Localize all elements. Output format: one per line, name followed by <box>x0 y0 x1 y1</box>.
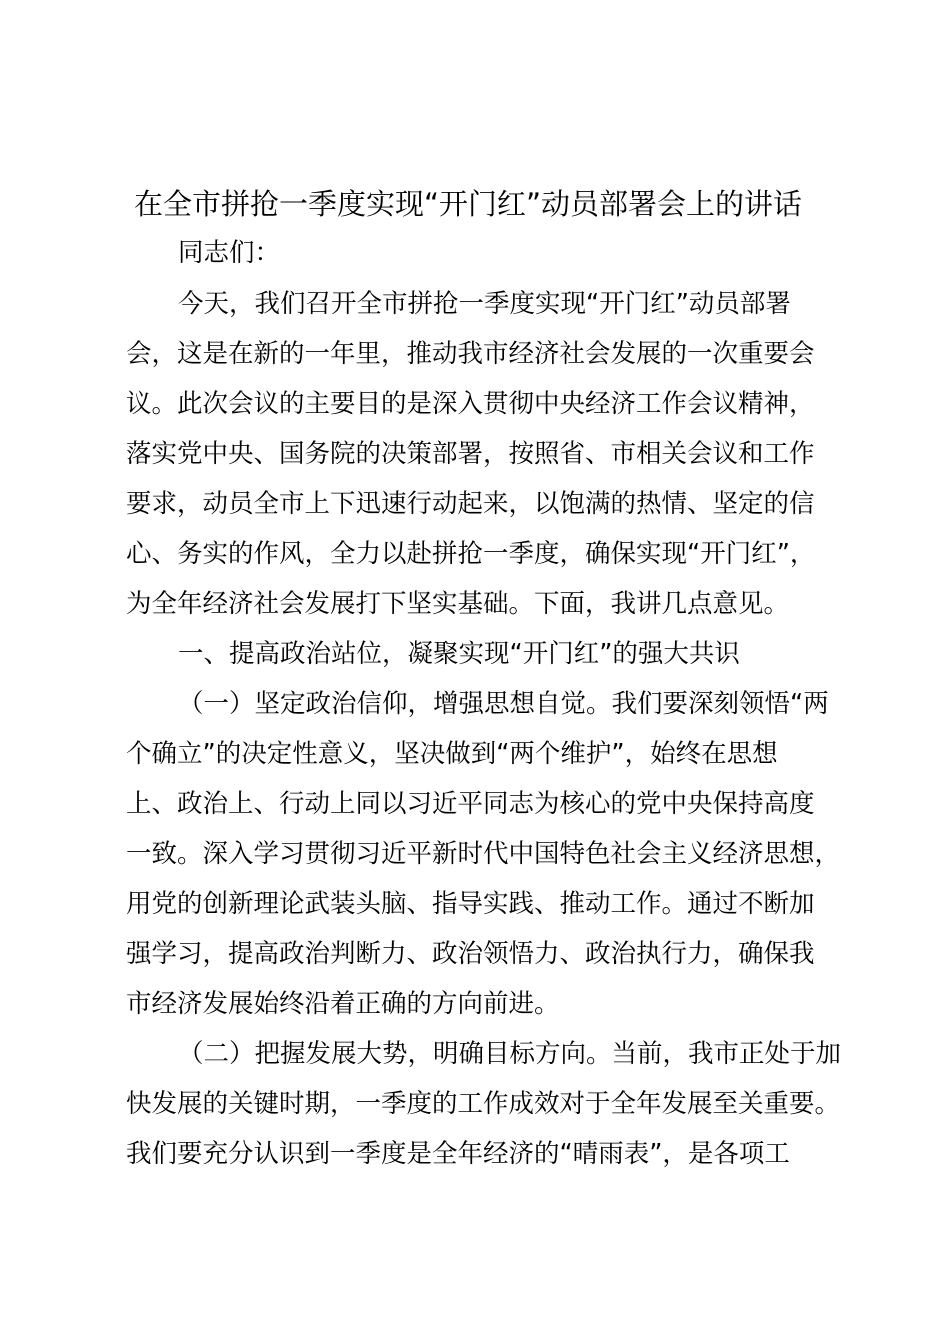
paragraph-line: 今天，我们召开全市拼抢一季度实现“开门红”动员部署 <box>178 289 791 319</box>
paragraph-line: （二）把握发展大势，明确目标方向。当前，我市正处于加 <box>178 1039 842 1069</box>
paragraph-line: （一）坚定政治信仰，增强思想自觉。我们要深刻领悟“两 <box>178 689 829 719</box>
paragraph-line: 要求，动员全市上下迅速行动起来，以饱满的热情、坚定的信 <box>126 489 815 519</box>
document-title: 在全市拼抢一季度实现“开门红”动员部署会上的讲话 <box>134 187 803 221</box>
paragraph-line: 为全年经济社会发展打下坚实基础。下面，我讲几点意见。 <box>126 589 790 619</box>
paragraph-line: 快发展的关键时期，一季度的工作成效对于全年发展至关重要。 <box>126 1089 841 1119</box>
section-heading: 一、提高政治站位，凝聚实现“开门红”的强大共识 <box>178 639 740 669</box>
paragraph-line: 我们要充分认识到一季度是全年经济的“晴雨表”，是各项工 <box>126 1139 790 1169</box>
paragraph-line: 心、务实的作风，全力以赴拼抢一季度，确保实现“开门红”， <box>126 539 816 569</box>
paragraph-line: 议。此次会议的主要目的是深入贯彻中央经济工作会议精神， <box>126 389 815 419</box>
paragraph-line: 一致。深入学习贯彻习近平新时代中国特色社会主义经济思想， <box>126 839 841 869</box>
paragraph-line: 上、政治上、行动上同以习近平同志为核心的党中央保持高度 <box>126 789 815 819</box>
salutation: 同志们： <box>178 238 281 268</box>
paragraph-line: 用党的创新理论武装头脑、指导实践、推动工作。通过不断加 <box>126 889 815 919</box>
paragraph-line: 落实党中央、国务院的决策部署，按照省、市相关会议和工作 <box>126 439 815 469</box>
paragraph-line: 会，这是在新的一年里，推动我市经济社会发展的一次重要会 <box>126 339 815 369</box>
paragraph-line: 个确立”的决定性意义，坚决做到“两个维护”，始终在思想 <box>126 739 778 769</box>
paragraph-line: 强学习，提高政治判断力、政治领悟力、政治执行力，确保我 <box>126 939 815 969</box>
paragraph-line: 市经济发展始终沿着正确的方向前进。 <box>126 989 560 1019</box>
